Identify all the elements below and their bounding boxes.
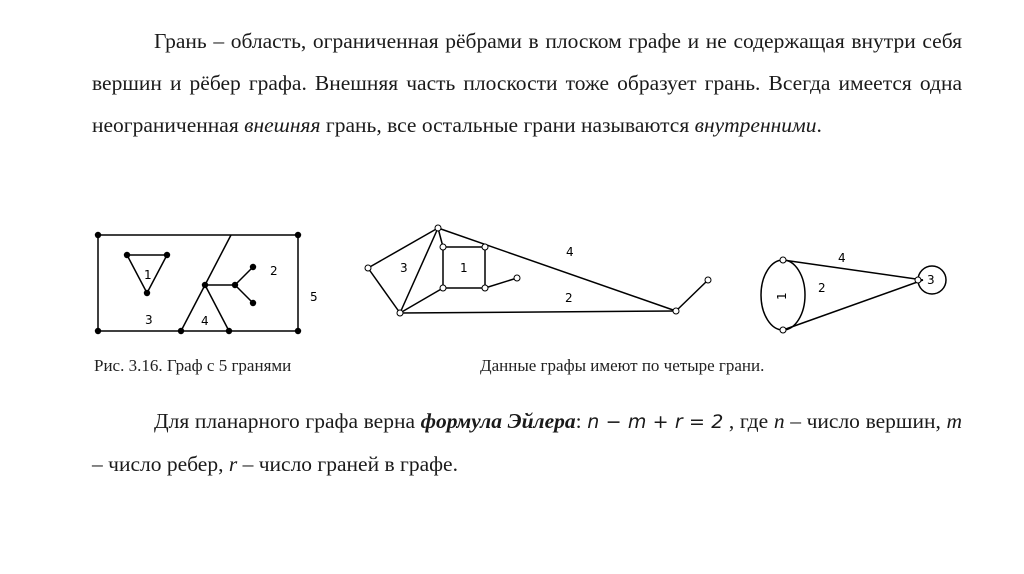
face-label: 2 bbox=[565, 291, 573, 305]
edge bbox=[235, 285, 253, 303]
edge bbox=[485, 278, 517, 288]
vertex bbox=[250, 300, 256, 306]
vertex bbox=[482, 244, 488, 250]
face-label: 2 bbox=[270, 264, 278, 278]
face-label: 2 bbox=[818, 281, 826, 295]
vertex bbox=[124, 252, 130, 258]
euler-text-4: – число вершин, bbox=[784, 409, 947, 433]
vertex bbox=[440, 285, 446, 291]
vertex bbox=[178, 328, 184, 334]
var-n: n bbox=[773, 409, 785, 433]
vertex bbox=[705, 277, 711, 283]
var-r: r bbox=[228, 452, 238, 476]
term-external: внешняя bbox=[244, 113, 321, 137]
euler-text-1: Для планарного графа верна bbox=[154, 409, 421, 433]
face-label: 1 bbox=[460, 261, 468, 275]
vertex bbox=[202, 282, 208, 288]
edge bbox=[400, 288, 443, 313]
vertex bbox=[365, 265, 371, 271]
definition-paragraph bbox=[92, 20, 962, 146]
euler-text-2: : bbox=[575, 409, 588, 433]
edge bbox=[400, 311, 676, 313]
definition-text-2: грань, все остальные грани называются bbox=[320, 113, 695, 137]
face-label: 5 bbox=[310, 290, 318, 304]
var-m: m bbox=[946, 409, 962, 433]
definition-text-1: Грань – область, ограниченная рёбрами в плоском графе и не содержащая внутри себя вершин и рёбер графа. Внешняя часть плоскости тоже образует грань. Всегда имеется одна неограниченная bbox=[92, 29, 962, 137]
vertex bbox=[435, 225, 441, 231]
euler-text-5: – число ребер, bbox=[92, 452, 229, 476]
euler-text-3: , где bbox=[723, 409, 774, 433]
vertex bbox=[295, 232, 301, 238]
edge bbox=[438, 228, 676, 311]
vertex bbox=[397, 310, 403, 316]
euler-text-6: – число граней в графе. bbox=[237, 452, 458, 476]
vertex bbox=[482, 285, 488, 291]
face-label: 3 bbox=[400, 261, 408, 275]
vertex bbox=[915, 277, 921, 283]
vertex bbox=[514, 275, 520, 281]
face-label: 4 bbox=[201, 314, 209, 328]
vertex bbox=[780, 257, 786, 263]
vertex bbox=[250, 264, 256, 270]
face-label: 3 bbox=[145, 313, 153, 327]
vertex bbox=[673, 308, 679, 314]
euler-formula: n − m + r = 2 bbox=[587, 411, 724, 433]
vertex bbox=[780, 327, 786, 333]
edge bbox=[235, 267, 253, 285]
definition-text-3: . bbox=[816, 113, 822, 137]
figure-graph-5-faces bbox=[90, 225, 330, 345]
vertex bbox=[295, 328, 301, 334]
vertex bbox=[440, 244, 446, 250]
vertex bbox=[164, 252, 170, 258]
edge bbox=[368, 268, 400, 313]
vertex bbox=[95, 232, 101, 238]
edge bbox=[783, 260, 923, 280]
vertex bbox=[95, 328, 101, 334]
vertex bbox=[232, 282, 238, 288]
euler-paragraph bbox=[92, 400, 962, 485]
face-label: 4 bbox=[566, 245, 574, 259]
edge bbox=[676, 280, 708, 311]
figure-graph-b bbox=[758, 252, 958, 342]
vertex bbox=[226, 328, 232, 334]
euler-formula-term: формула Эйлера bbox=[420, 409, 576, 433]
figure2-caption: Данные графы имеют по четыре грани. bbox=[480, 356, 765, 375]
face-label: 1 bbox=[775, 292, 789, 300]
edge bbox=[205, 235, 231, 285]
face-label: 4 bbox=[838, 251, 846, 265]
figure1-caption: Рис. 3.16. Граф с 5 гранями bbox=[94, 356, 292, 375]
term-internal: внутренними bbox=[694, 113, 817, 137]
figure-graph-a bbox=[360, 218, 720, 328]
vertex bbox=[144, 290, 150, 296]
face-label: 3 bbox=[927, 273, 935, 287]
outer-rectangle-edge bbox=[98, 235, 298, 331]
face-label: 1 bbox=[144, 268, 152, 282]
